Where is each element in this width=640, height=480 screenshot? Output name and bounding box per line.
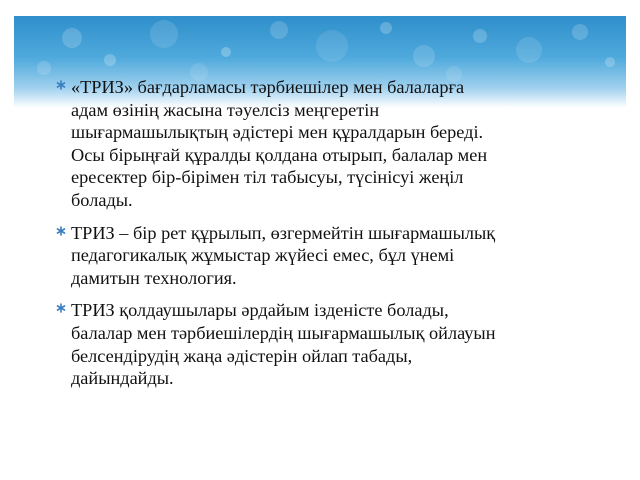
asterisk-icon bbox=[56, 226, 66, 236]
paragraph-3-line: дайындайды. bbox=[71, 368, 174, 389]
paragraph-2 bbox=[60, 222, 600, 290]
paragraph-1-line: «ТРИЗ» бағдарламасы тәрбиешілер мен балаларға bbox=[71, 77, 465, 97]
paragraph-1-line: шығармашылықтың әдістері мен құралдарын береді. bbox=[71, 122, 484, 143]
paragraph-2-line: дамитын технология. bbox=[71, 267, 237, 288]
paragraph-3-line: белсендірудің жаңа әдістерін ойлап табады, bbox=[71, 345, 413, 366]
paragraph-1-line: Осы бірыңғай құралды қолдана отырып, балалар мен bbox=[71, 144, 488, 165]
paragraph-2-line: ТРИЗ – бір рет құрылып, өзгермейтін шығармашылық bbox=[71, 222, 496, 243]
paragraph-2-line: педагогикалық жұмыстар жүйесі емес, бұл үнемі bbox=[71, 245, 455, 266]
paragraph-3 bbox=[60, 299, 600, 389]
paragraph-1-line: адам өзінің жасына тәуелсіз меңгеретін bbox=[71, 99, 380, 120]
paragraph-1-line: болады. bbox=[71, 189, 133, 210]
paragraph-3-line: балалар мен тәрбиешілердің шығармашылық ойлауын bbox=[71, 322, 496, 343]
paragraph-1-line: ересектер бір-бірімен тіл табысуы, түсінісуі жеңіл bbox=[71, 167, 464, 188]
asterisk-icon bbox=[56, 80, 66, 90]
slide-body bbox=[60, 76, 600, 400]
paragraph-3-line: ТРИЗ қолдаушылары әрдайым ізденісте болады, bbox=[71, 300, 449, 321]
asterisk-icon bbox=[56, 303, 66, 313]
paragraph-1 bbox=[60, 76, 600, 212]
